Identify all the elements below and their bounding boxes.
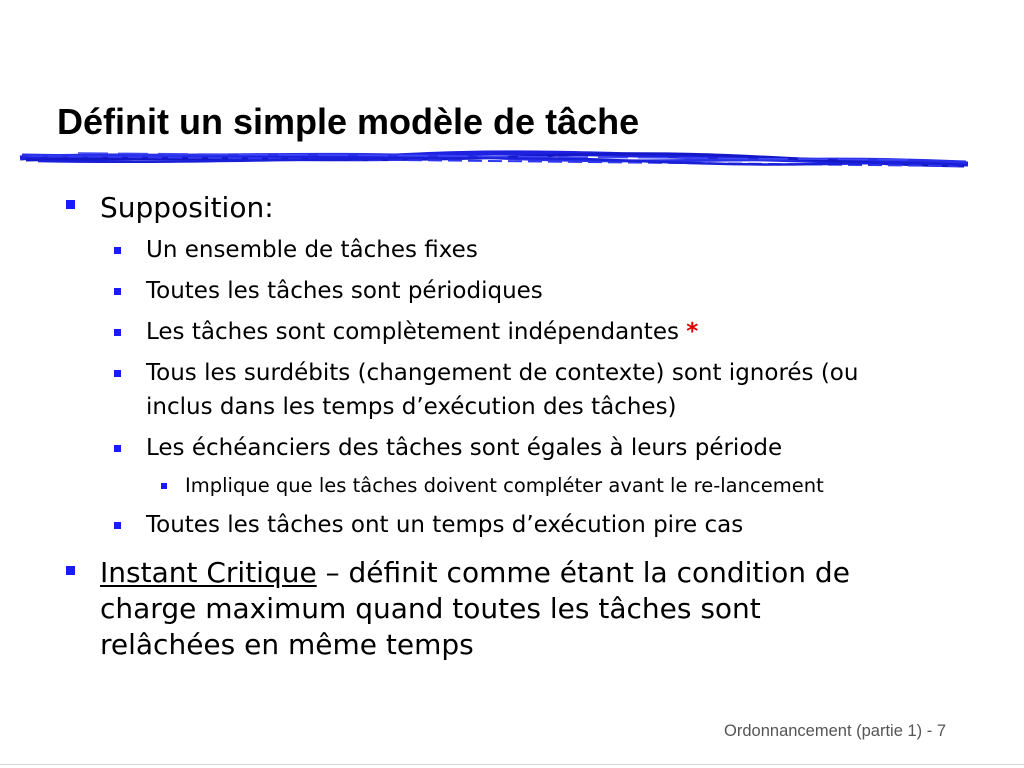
square-bullet-icon [114, 329, 121, 336]
bullet-text: Supposition: [100, 191, 274, 224]
bullet-text: Implique que les tâches doivent compléter avant le re-lancement [185, 474, 824, 497]
bullet-text-line: inclus dans les temps d’exécution des tâches) [146, 394, 677, 420]
slide-footer: Ordonnancement (partie 1) - 7 [724, 722, 946, 740]
list-item [185, 472, 824, 500]
square-bullet-icon [66, 566, 75, 575]
bullet-text-line: charge maximum quand toutes les tâches sont [100, 592, 761, 625]
bullet-text: Les tâches sont complètement indépendantes [146, 319, 679, 345]
square-bullet-icon [114, 522, 121, 529]
bullet-text: Un ensemble de tâches fixes [146, 237, 478, 263]
list-item [100, 555, 850, 663]
list-item [146, 356, 858, 424]
bullet-text-line: Tous les surdébits (changement de contexte) sont ignorés (ou [146, 360, 859, 386]
slide-title: Définit un simple modèle de tâche [57, 101, 640, 142]
asterisk-marker: * [686, 319, 699, 345]
list-item [146, 274, 543, 308]
list-item [146, 233, 478, 267]
square-bullet-icon [114, 288, 121, 295]
bullet-text-line [100, 555, 850, 591]
bullet-text-line: relâchées en même temps [100, 628, 474, 661]
bottom-divider [0, 764, 1024, 765]
square-bullet-icon [114, 370, 121, 377]
list-item [146, 315, 698, 349]
square-bullet-icon [114, 445, 121, 452]
square-bullet-icon [114, 247, 121, 254]
bullet-text: Toutes les tâches sont périodiques [146, 278, 543, 304]
list-item [100, 190, 274, 226]
list-item [146, 431, 782, 465]
bullet-text: Les échéanciers des tâches sont égales à leurs période [146, 435, 783, 461]
square-bullet-icon [66, 200, 75, 209]
bullet-text: Toutes les tâches ont un temps d’exécution pire cas [146, 512, 744, 538]
critical-instant-term: Instant Critique [100, 556, 317, 589]
list-item [146, 508, 743, 542]
square-bullet-icon [161, 483, 167, 489]
bullet-text: – définit comme étant la condition de [316, 556, 850, 589]
